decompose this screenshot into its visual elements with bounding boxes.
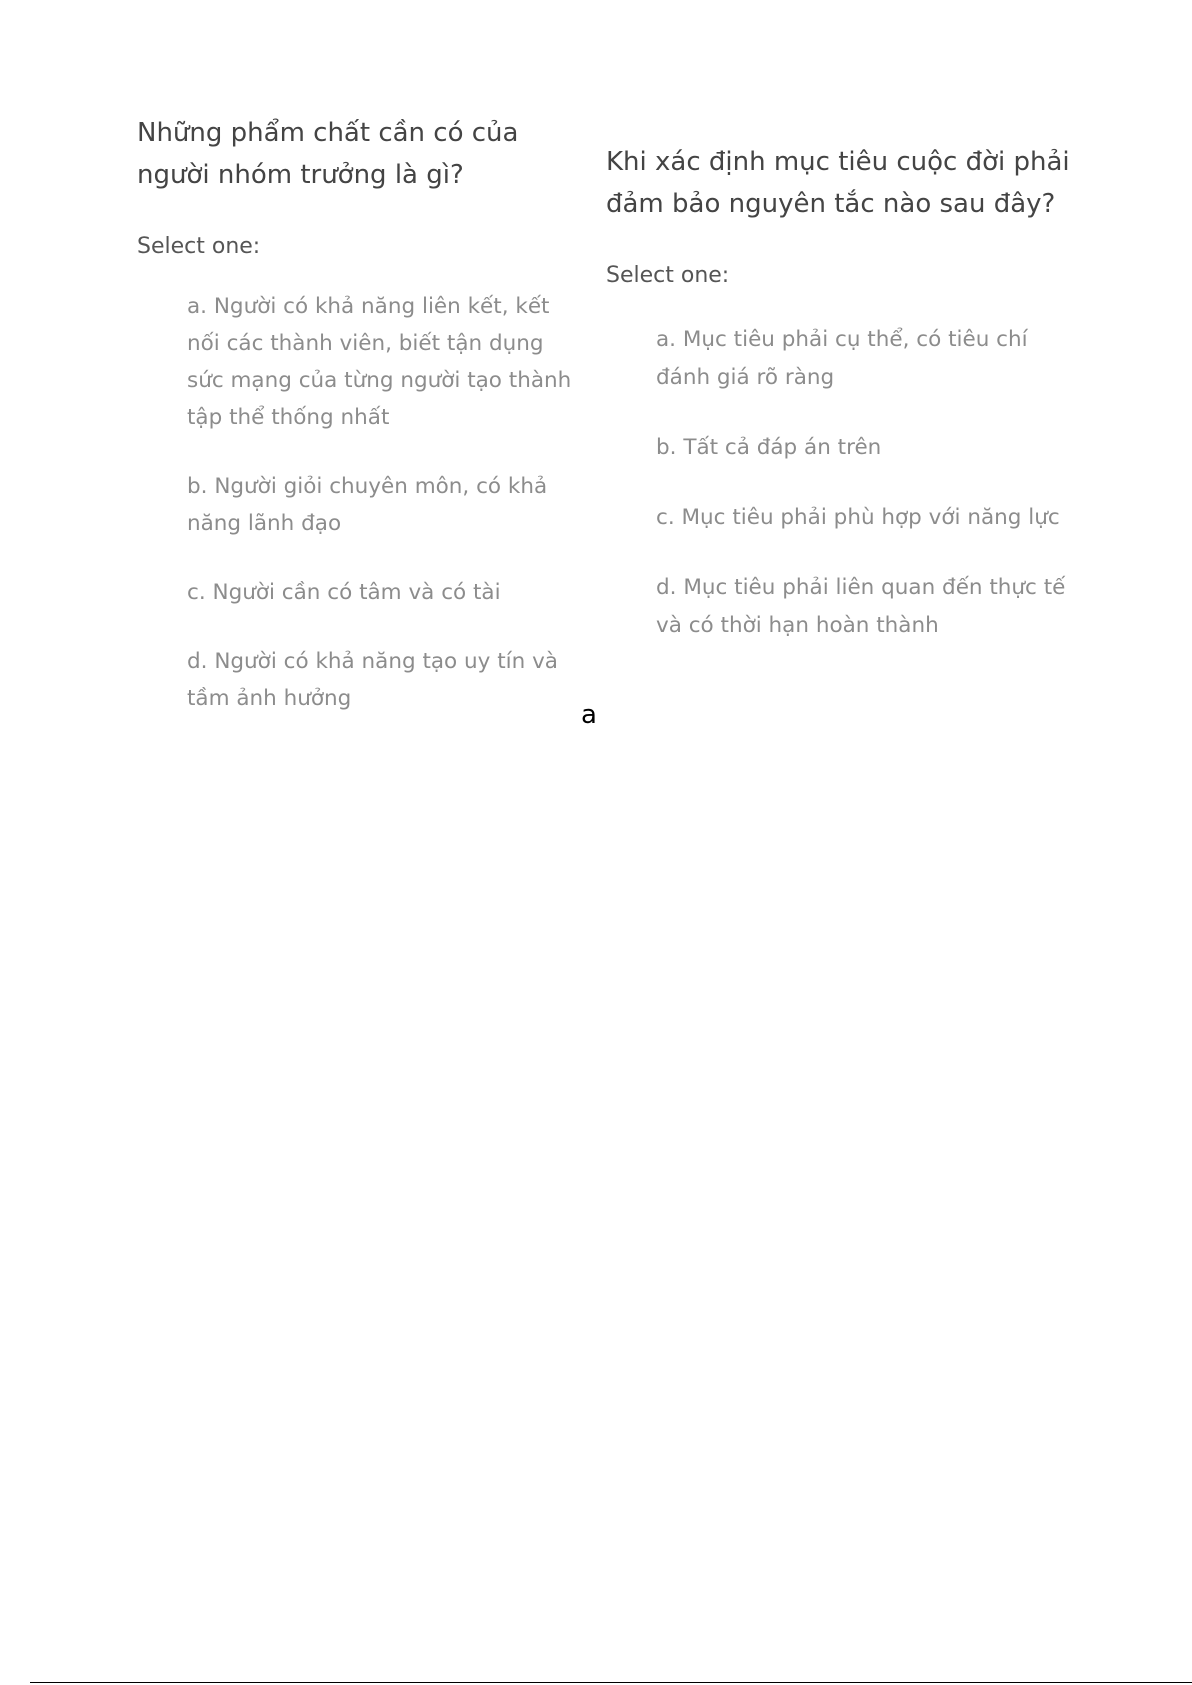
- question-text: Những phẩm chất cần có của người nhóm trưởng là gì?: [137, 118, 519, 190]
- answer-mark: a: [581, 700, 597, 730]
- option-d[interactable]: d. Người có khả năng tạo uy tín và tầm ảnh hưởng: [187, 649, 558, 711]
- option-list: [137, 288, 582, 717]
- footer-divider: [30, 1682, 1192, 1683]
- question-card-1: [137, 112, 582, 749]
- option-a[interactable]: a. Người có khả năng liên kết, kết nối các thành viên, biết tận dụng sức mạng của từng người tạo thành tập thể thống nhất: [187, 294, 572, 430]
- select-one-label: Select one:: [137, 234, 261, 259]
- option-list: [606, 321, 1076, 645]
- option-d[interactable]: d. Mục tiêu phải liên quan đến thực tế và có thời hạn hoàn thành: [656, 575, 1066, 638]
- select-one-label: Select one:: [606, 263, 730, 288]
- option-b[interactable]: b. Tất cả đáp án trên: [656, 435, 882, 460]
- question-card-2: [606, 141, 1076, 677]
- question-text: Khi xác định mục tiêu cuộc đời phải đảm bảo nguyên tắc nào sau đây?: [606, 147, 1070, 219]
- option-c[interactable]: c. Người cần có tâm và có tài: [187, 580, 501, 605]
- option-a[interactable]: a. Mục tiêu phải cụ thể, có tiêu chí đánh giá rõ ràng: [656, 327, 1028, 390]
- option-b[interactable]: b. Người giỏi chuyên môn, có khả năng lãnh đạo: [187, 474, 548, 536]
- option-c[interactable]: c. Mục tiêu phải phù hợp với năng lực: [656, 505, 1060, 530]
